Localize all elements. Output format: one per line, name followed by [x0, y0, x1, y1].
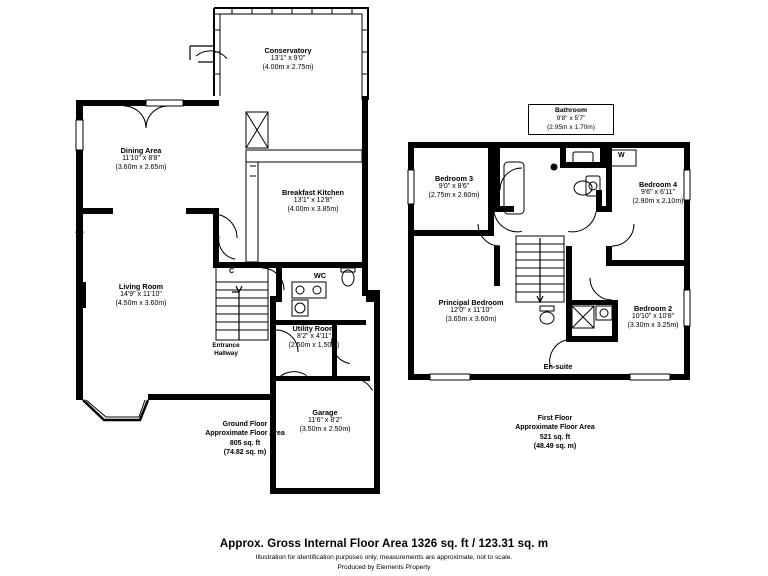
ground-floor-staircase [216, 282, 268, 340]
room-label-conservatory [248, 46, 328, 73]
floor-area-sqm: (74.82 sq. m) [223, 449, 267, 457]
room-dim-metric: (3.50m x 2.50m) [299, 425, 351, 433]
room-dim-metric: (3.65m x 3.60m) [445, 315, 497, 323]
floor-area-sqft: 805 sq. ft [229, 439, 261, 447]
first-floor-inner-walls [494, 190, 612, 212]
kitchen-units [246, 112, 362, 262]
room-name-line2: Hallway [214, 350, 238, 357]
room-dim-imperial: 13'1" x 9'0" [270, 55, 306, 63]
room-name: Principal Bedroom [438, 298, 504, 307]
room-dim-imperial: 8'2" x 4'11" [297, 333, 331, 341]
room-dim-metric: (3.30m x 3.25m) [627, 321, 679, 329]
bay-window-inner [86, 400, 145, 417]
room-dim-metric: (4.50m x 3.60m) [115, 299, 167, 307]
room-dim-metric: (2.95m x 1.70m) [546, 123, 595, 131]
room-name: Bedroom 4 [638, 180, 678, 189]
bathroom-fittings [504, 152, 600, 214]
room-label-bedroom-4 [616, 180, 700, 207]
room-dim-imperial: 12'0" x 11'10" [450, 307, 492, 315]
room-name: Bathroom [554, 107, 588, 114]
ground-floor-summary [150, 420, 340, 458]
room-label-bathroom [528, 104, 614, 135]
producer-text: Produced by Elements Property [337, 564, 431, 571]
floor-area-sqm: (48.49 sq. m) [533, 443, 577, 451]
room-dim-imperial: 10'10" x 10'8" [631, 313, 675, 321]
room-label-breakfast-kitchen [266, 188, 360, 215]
room-dim-metric: (4.00m x 3.85m) [287, 205, 339, 213]
room-dim-metric: (2.90m x 2.10m) [632, 197, 684, 205]
room-dim-imperial: 9'6" x 6'11" [641, 189, 675, 197]
room-dim-imperial: 9'8" x 5'7" [556, 115, 586, 123]
floor-area-label: Approximate Floor Area [205, 430, 285, 438]
room-name: Entrance [212, 342, 240, 349]
room-dim-imperial: 11'6" x 8'2" [308, 417, 342, 425]
first-floor-summary [460, 414, 650, 452]
wc-fittings [341, 268, 355, 286]
footer [0, 538, 768, 571]
wardrobe-marker-label: W [618, 152, 625, 159]
room-label-bedroom-3 [412, 174, 496, 201]
first-floor-staircase [516, 236, 564, 302]
room-name: Utility Room [292, 324, 336, 333]
fireplace [76, 282, 86, 308]
room-label-ensuite [528, 362, 588, 371]
conservatory-doors [190, 46, 214, 62]
room-dim-metric: (2.50m x 1.50m) [288, 341, 340, 349]
room-name: Dining Area [120, 146, 162, 155]
room-label-wc [300, 271, 340, 280]
disclaimer-text: Illustration for identification purposes only, measurements are approximate, not to scale. [255, 554, 513, 561]
cupboard-marker-label: C [229, 268, 235, 275]
room-label-principal-bedroom [416, 298, 526, 325]
ensuite-fittings [540, 306, 612, 328]
room-name: Garage [312, 408, 338, 417]
room-name: Conservatory [264, 46, 312, 55]
room-label-utility-room [274, 324, 354, 351]
room-dim-metric: (4.00m x 2.75m) [262, 63, 314, 71]
cupboard [216, 266, 268, 282]
room-name: En-suite [543, 362, 573, 371]
floor-title: Ground Floor [222, 421, 268, 428]
floor-area-sqft: 521 sq. ft [539, 433, 571, 441]
floor-title: First Floor [537, 415, 573, 422]
room-label-bedroom-2 [608, 304, 698, 331]
room-name: Bedroom 2 [633, 304, 673, 313]
room-label-living-room [96, 282, 186, 309]
room-name: Living Room [118, 282, 164, 291]
room-dim-imperial: 9'0" x 8'6" [438, 183, 470, 191]
gross-internal-area-text: Approx. Gross Internal Floor Area 1326 sq. ft / 123.31 sq. m [219, 538, 549, 550]
room-name: Bedroom 3 [434, 174, 474, 183]
floor-area-label: Approximate Floor Area [515, 424, 595, 432]
room-dim-imperial: 13'1" x 12'8" [293, 197, 333, 205]
room-name: Breakfast Kitchen [281, 188, 345, 197]
room-name: WC [313, 271, 327, 280]
room-label-entrance-hallway [195, 342, 257, 358]
room-dim-metric: (2.75m x 2.60m) [428, 191, 480, 199]
room-dim-metric: (3.60m x 2.65m) [115, 163, 167, 171]
room-dim-imperial: 11'10" x 8'8" [122, 155, 160, 163]
room-dim-imperial: 14'9" x 11'10" [120, 291, 162, 299]
utility-fittings [292, 282, 326, 316]
room-label-dining-area [96, 146, 186, 173]
